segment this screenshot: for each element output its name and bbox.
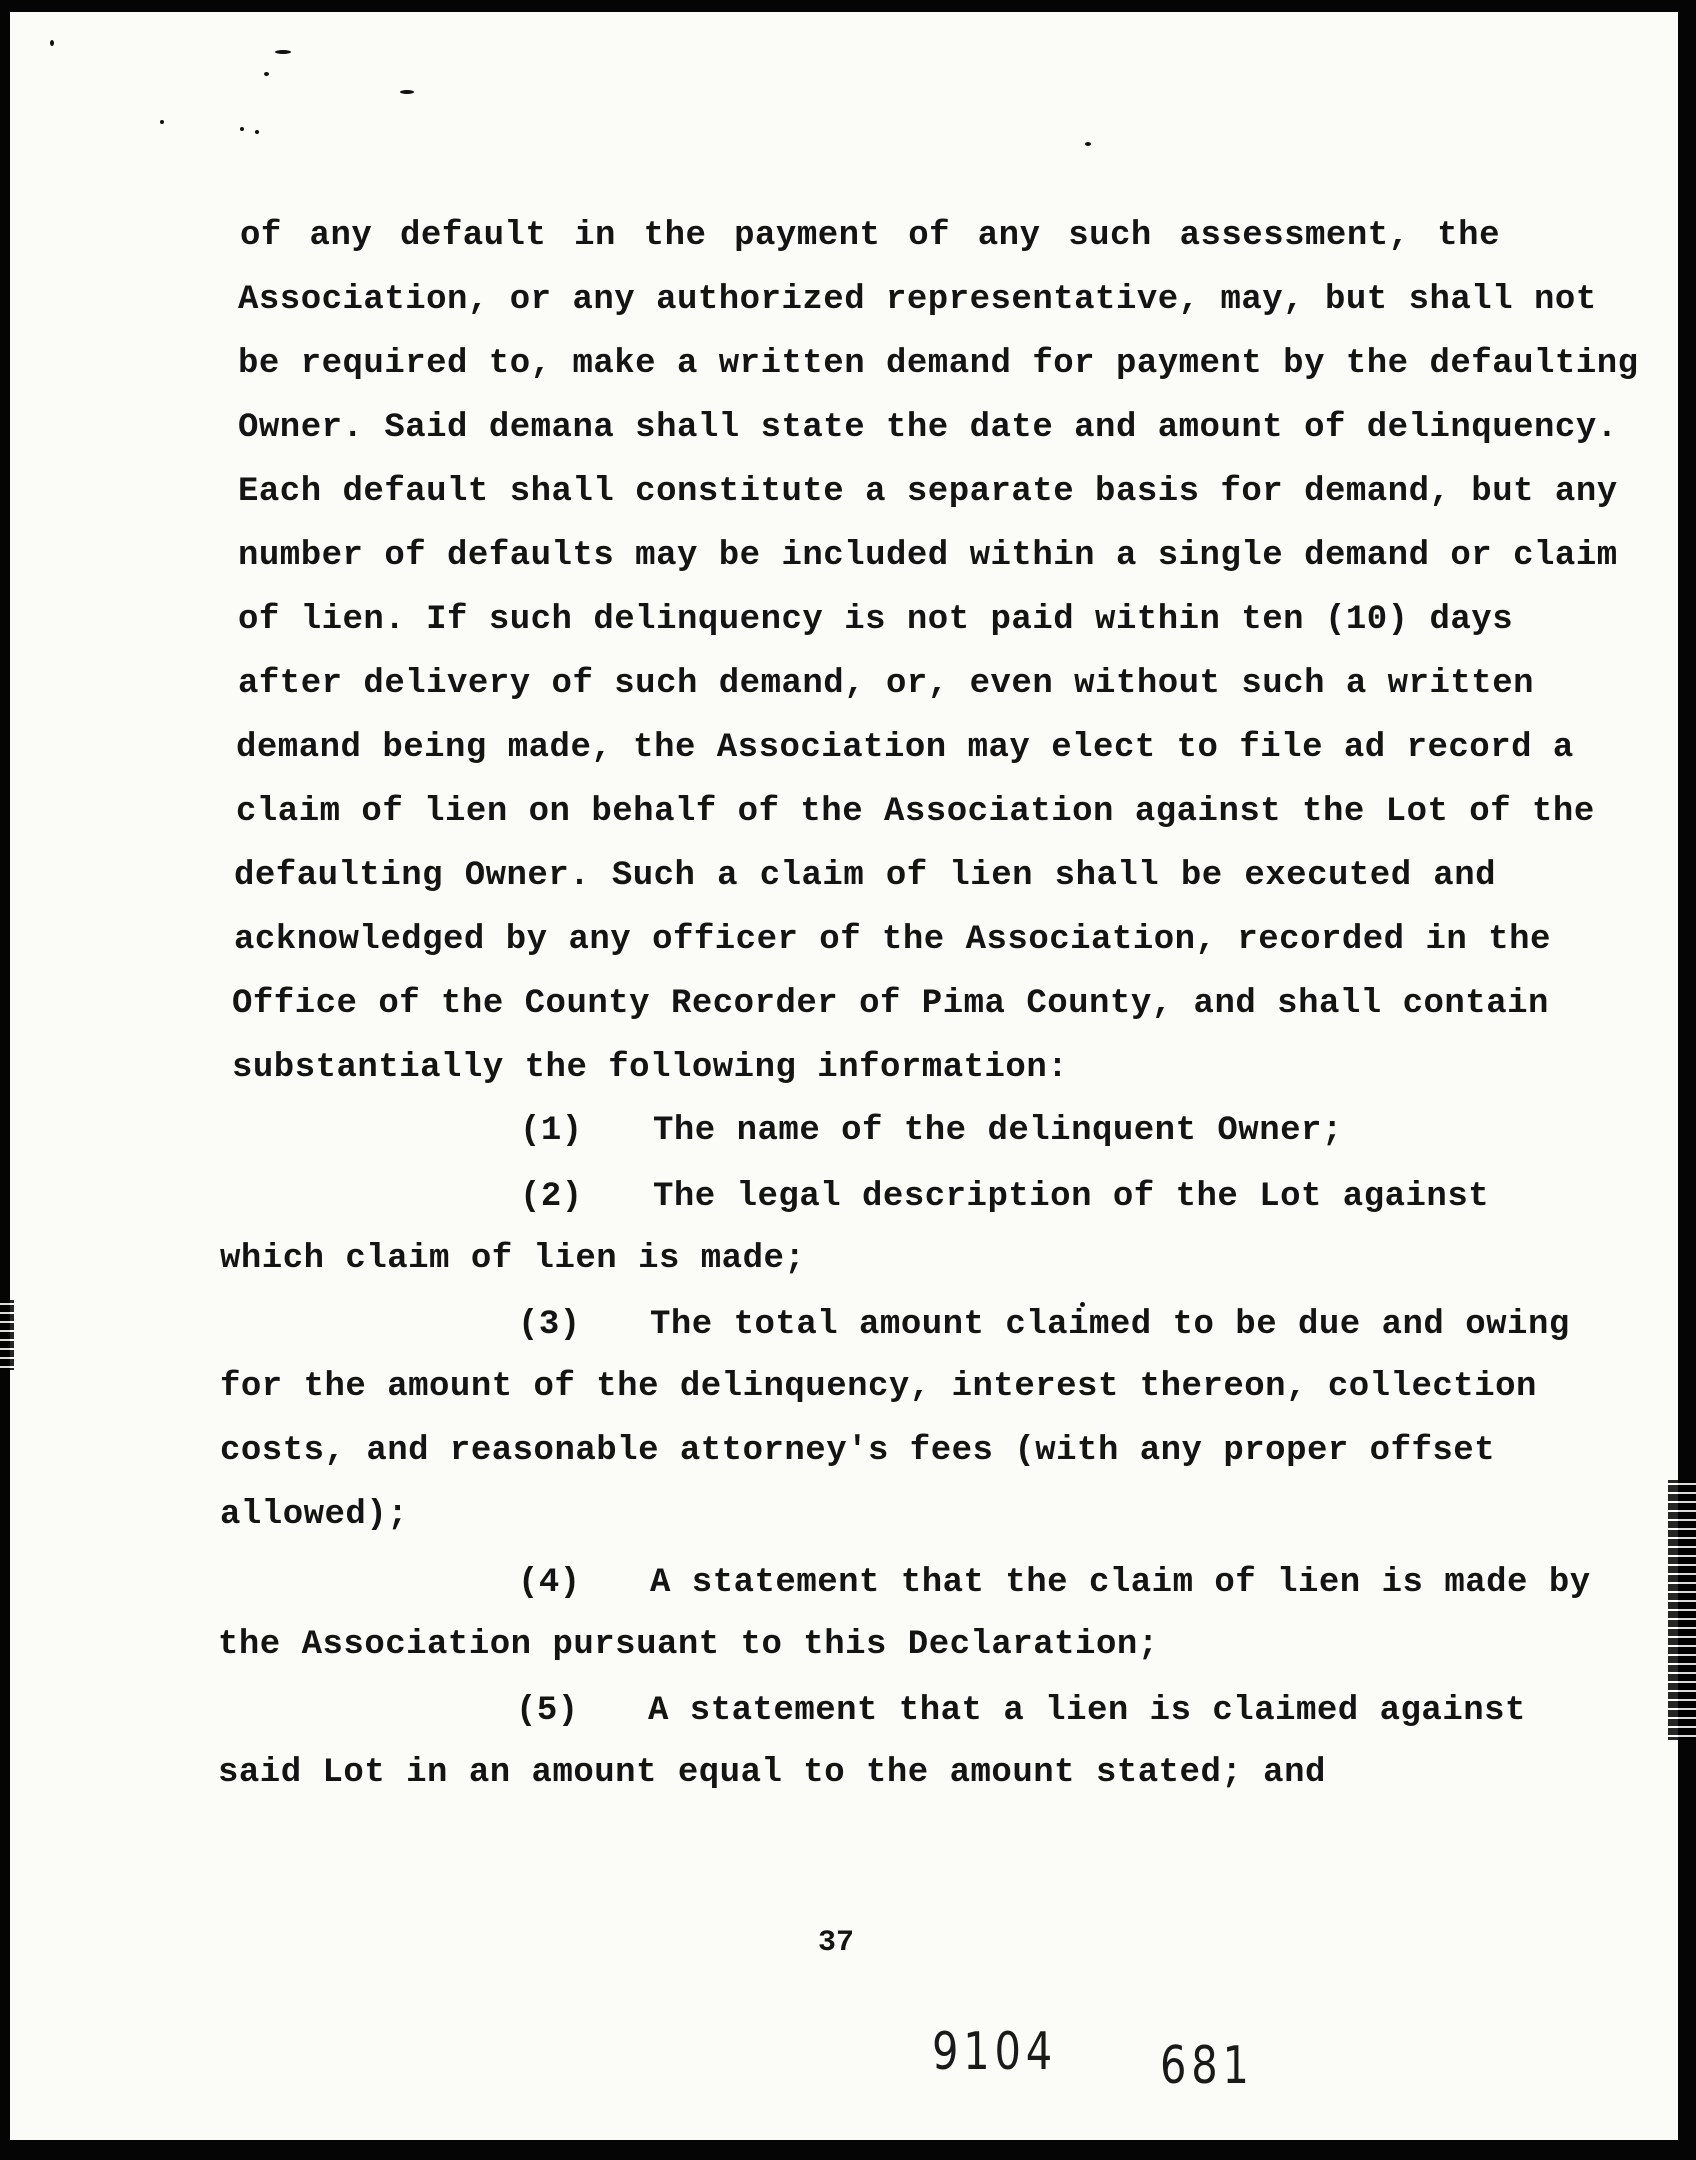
paragraph-line: after delivery of such demand, or, even without such a written [238, 665, 1535, 703]
scan-edge-noise [1668, 1480, 1696, 1740]
item-number: (5) [516, 1692, 579, 1730]
scan-speck [400, 90, 414, 94]
item-text: The total amount claimed to be due and owing [650, 1306, 1570, 1344]
item-continuation: costs, and reasonable attorney's fees (with any proper offset [220, 1432, 1496, 1470]
item-text: The legal description of the Lot against [653, 1178, 1490, 1216]
paragraph-line: claim of lien on behalf of the Association against the Lot of the [236, 793, 1595, 831]
item-text: A statement that a lien is claimed against [648, 1692, 1526, 1730]
scan-speck [1085, 142, 1091, 146]
item-continuation: for the amount of the delinquency, interest thereon, collection [220, 1368, 1537, 1406]
scan-speck [264, 72, 269, 76]
scan-speck [255, 130, 259, 134]
item-text: A statement that the claim of lien is made by [650, 1564, 1591, 1602]
paragraph-line: substantially the following information: [232, 1049, 1069, 1087]
item-continuation: said Lot in an amount equal to the amount stated; and [218, 1754, 1326, 1792]
scan-speck [160, 120, 164, 124]
page-stamp: 681 [1160, 2036, 1254, 2096]
paragraph-line: of lien. If such delinquency is not paid within ten (10) days [238, 601, 1514, 639]
paragraph-line: Owner. Said demana shall state the date and amount of delinquency. [238, 409, 1618, 447]
scan-speck [275, 50, 291, 54]
scan-edge-noise [0, 1300, 14, 1370]
paragraph-line: acknowledged by any officer of the Association, recorded in the [234, 921, 1551, 959]
scan-speck [240, 127, 244, 131]
document-page [10, 12, 1678, 2140]
paragraph-line: demand being made, the Association may elect to file ad record a [236, 729, 1574, 767]
paragraph-line: Association, or any authorized representative, may, but shall not [238, 281, 1597, 319]
item-continuation: the Association pursuant to this Declaration; [218, 1626, 1159, 1664]
paragraph-line: Each default shall constitute a separate basis for demand, but any [238, 473, 1618, 511]
page-number: 37 [818, 1926, 855, 1960]
docket-number: 9104 [932, 2022, 1058, 2082]
item-text: The name of the delinquent Owner; [653, 1112, 1343, 1150]
paragraph-line: be required to, make a written demand for payment by the defaulting [238, 345, 1639, 383]
paragraph-line: number of defaults may be included within a single demand or claim [238, 537, 1618, 575]
item-continuation: which claim of lien is made; [220, 1240, 806, 1278]
item-number: (1) [520, 1112, 583, 1150]
paragraph-line: Office of the County Recorder of Pima County, and shall contain [232, 985, 1549, 1023]
item-number: (4) [518, 1564, 581, 1602]
paragraph-line: of any default in the payment of any such assessment, the [240, 217, 1500, 255]
paragraph-line: defaulting Owner. Such a claim of lien shall be executed and [234, 857, 1496, 895]
item-number: (2) [520, 1178, 583, 1216]
scan-speck [50, 40, 54, 46]
item-continuation: allowed); [220, 1496, 409, 1534]
item-number: (3) [518, 1306, 581, 1344]
